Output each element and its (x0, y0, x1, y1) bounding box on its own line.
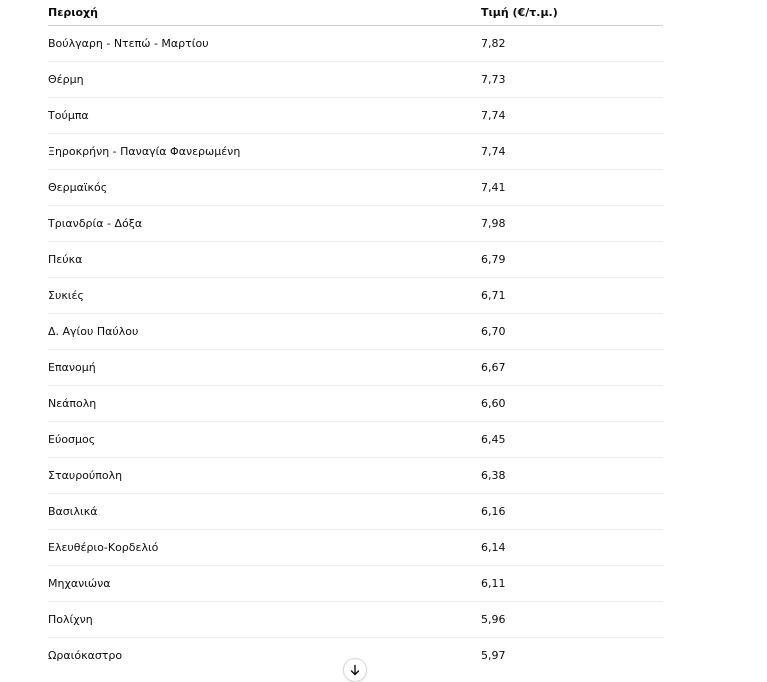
table-row (48, 170, 663, 206)
table-row (48, 494, 663, 530)
cell-price: 6,14 (481, 530, 663, 566)
table-row (48, 422, 663, 458)
table-row (48, 386, 663, 422)
cell-area: Τριανδρία - Δόξα (48, 206, 481, 242)
cell-price: 5,96 (481, 602, 663, 638)
table-header-row (48, 0, 663, 26)
scroll-to-bottom-button[interactable] (343, 658, 367, 682)
cell-area: Επανομή (48, 350, 481, 386)
table-row (48, 98, 663, 134)
price-table-container (48, 0, 663, 673)
cell-price: 5,97 (481, 649, 506, 662)
table-row (48, 206, 663, 242)
table-row (48, 62, 663, 98)
table-row (48, 458, 663, 494)
table-row (48, 278, 663, 314)
cell-price: 6,79 (481, 242, 663, 278)
cell-price: 6,45 (481, 422, 663, 458)
table-header (48, 0, 663, 26)
cell-price: 6,70 (481, 314, 663, 350)
cell-area: Δ. Αγίου Παύλου (48, 314, 481, 350)
cell-area: Ξηροκρήνη - Παναγία Φανερωμένη (48, 134, 481, 170)
table-row (48, 602, 663, 638)
cell-area: Ωραιόκαστρο (48, 649, 123, 662)
cell-price: 7,74 (481, 134, 663, 170)
table-row (48, 242, 663, 278)
cell-area: Βασιλικά (48, 494, 481, 530)
table-row (48, 26, 663, 62)
cell-price: 6,67 (481, 350, 663, 386)
cell-price: 6,60 (481, 386, 663, 422)
cell-area: Τούμπα (48, 98, 481, 134)
table-body (48, 26, 663, 674)
cell-price: 6,38 (481, 458, 663, 494)
cell-area: Νεάπολη (48, 386, 481, 422)
cell-price: 6,16 (481, 494, 663, 530)
cell-area: Βούλγαρη - Ντεπώ - Μαρτίου (48, 26, 481, 62)
cell-price: 7,74 (481, 98, 663, 134)
cell-area: Πεύκα (48, 242, 481, 278)
column-header-area: Περιοχή (48, 0, 481, 26)
arrow-down-icon (349, 664, 361, 676)
column-header-price: Τιμή (€/τ.μ.) (481, 0, 663, 26)
cell-area: Σταυρούπολη (48, 458, 481, 494)
cell-area: Ελευθέριο-Κορδελιό (48, 530, 481, 566)
cell-price: 7,82 (481, 26, 663, 62)
cell-price: 6,71 (481, 278, 663, 314)
cell-area: Πολίχνη (48, 602, 481, 638)
cell-area: Θερμαϊκός (48, 170, 481, 206)
cell-area: Μηχανιώνα (48, 566, 481, 602)
price-table (48, 0, 663, 673)
cell-price: 7,73 (481, 62, 663, 98)
cell-price: 6,11 (481, 566, 663, 602)
table-row (48, 350, 663, 386)
cell-price: 7,41 (481, 170, 663, 206)
table-row (48, 530, 663, 566)
table-row (48, 566, 663, 602)
table-row (48, 314, 663, 350)
cell-price: 7,98 (481, 206, 663, 242)
cell-area: Θέρμη (48, 62, 481, 98)
table-row (48, 134, 663, 170)
cell-area: Συκιές (48, 278, 481, 314)
cell-area: Εύοσμος (48, 422, 481, 458)
